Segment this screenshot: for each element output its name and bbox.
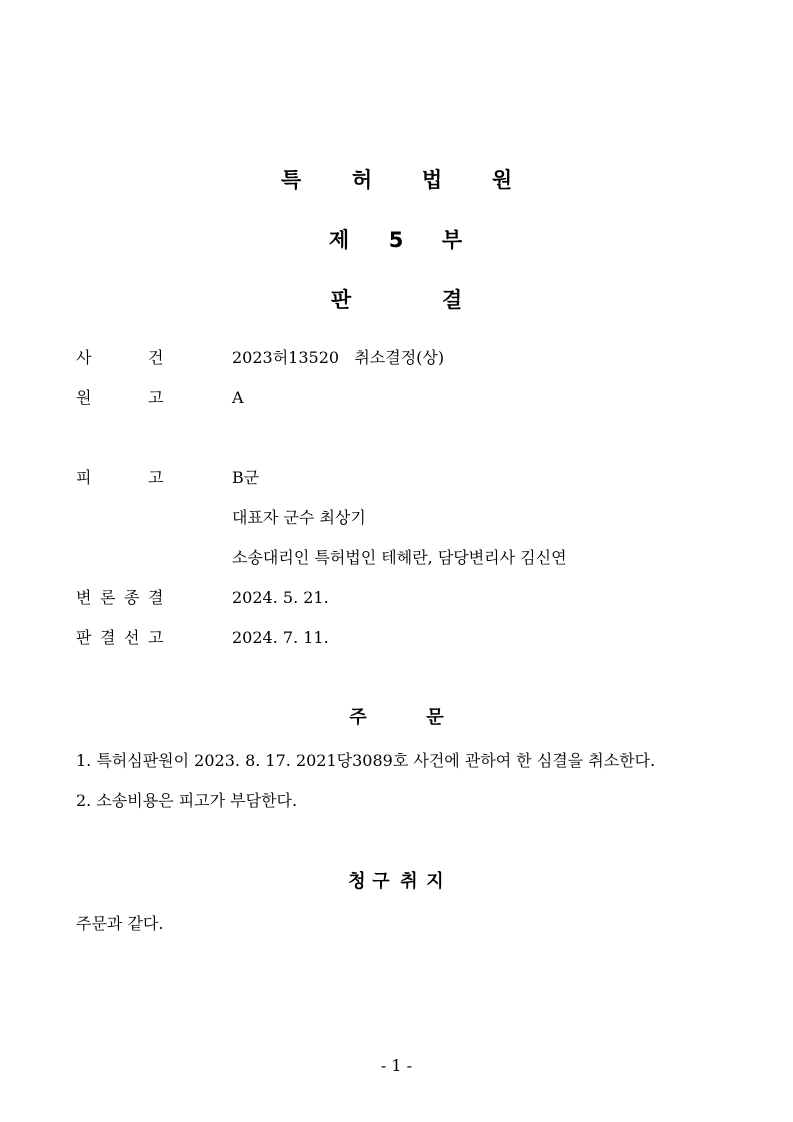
order-item: 2. 소송비용은 피고가 부담한다. — [76, 791, 298, 810]
closing-date: 2024. 5. 21. — [232, 588, 329, 607]
pronouncement-date: 2024. 7. 11. — [232, 628, 329, 647]
case-label-char: 건 — [148, 348, 164, 367]
court-name-char: 특 — [280, 168, 302, 192]
claim-title — [0, 871, 793, 893]
pronouncement-label-char: 고 — [148, 628, 164, 647]
closing-label-char: 론 — [100, 588, 116, 607]
court-name — [0, 168, 793, 192]
page-number: - 1 - — [380, 1056, 413, 1075]
plaintiff-row — [0, 387, 793, 409]
pronouncement-label-char: 선 — [124, 628, 140, 647]
division-char: 5 — [388, 228, 404, 252]
defendant-representative-row — [0, 507, 793, 529]
court-name-char: 허 — [351, 168, 373, 192]
closing-row — [0, 587, 793, 609]
plaintiff-name: A — [232, 388, 244, 407]
order-title-char: 주 — [349, 707, 367, 728]
defendant-counsel-row — [0, 547, 793, 569]
claim-title-char: 지 — [426, 871, 444, 892]
plaintiff-label-char: 고 — [148, 388, 164, 407]
court-name-char: 원 — [491, 168, 513, 192]
case-row — [0, 347, 793, 369]
division-char: 부 — [441, 228, 463, 252]
closing-label-char: 결 — [148, 588, 164, 607]
claim-title-char: 구 — [372, 871, 390, 892]
pronouncement-label-char: 결 — [100, 628, 116, 647]
claim-title-char: 청 — [348, 871, 366, 892]
court-division — [0, 228, 793, 252]
defendant-counsel: 소송대리인 특허법인 테헤란, 담당변리사 김신연 — [232, 548, 567, 567]
claim-title-char: 취 — [400, 871, 418, 892]
document-title — [0, 288, 793, 312]
defendant-label-char: 고 — [148, 468, 164, 487]
defendant-name: B군 — [232, 468, 260, 487]
document-title-char: 판 — [330, 288, 352, 312]
closing-label-char: 종 — [124, 588, 140, 607]
division-char: 제 — [328, 228, 350, 252]
claim-text: 주문과 같다. — [76, 914, 164, 933]
plaintiff-label-char: 원 — [76, 388, 92, 407]
pronouncement-label-char: 판 — [76, 628, 92, 647]
order-title — [0, 707, 793, 729]
case-label-char: 사 — [76, 348, 92, 367]
court-name-char: 법 — [421, 168, 443, 192]
case-number: 2023허13520 취소결정(상) — [232, 348, 445, 367]
pronouncement-row — [0, 627, 793, 649]
order-title-char: 문 — [426, 707, 444, 728]
defendant-row — [0, 467, 793, 489]
defendant-representative: 대표자 군수 최상기 — [232, 508, 366, 527]
closing-label-char: 변 — [76, 588, 92, 607]
defendant-label-char: 피 — [76, 468, 92, 487]
document-title-char: 결 — [441, 288, 463, 312]
order-item: 1. 특허심판원이 2023. 8. 17. 2021당3089호 사건에 관하여 한 심결을 취소한다. — [76, 751, 656, 770]
